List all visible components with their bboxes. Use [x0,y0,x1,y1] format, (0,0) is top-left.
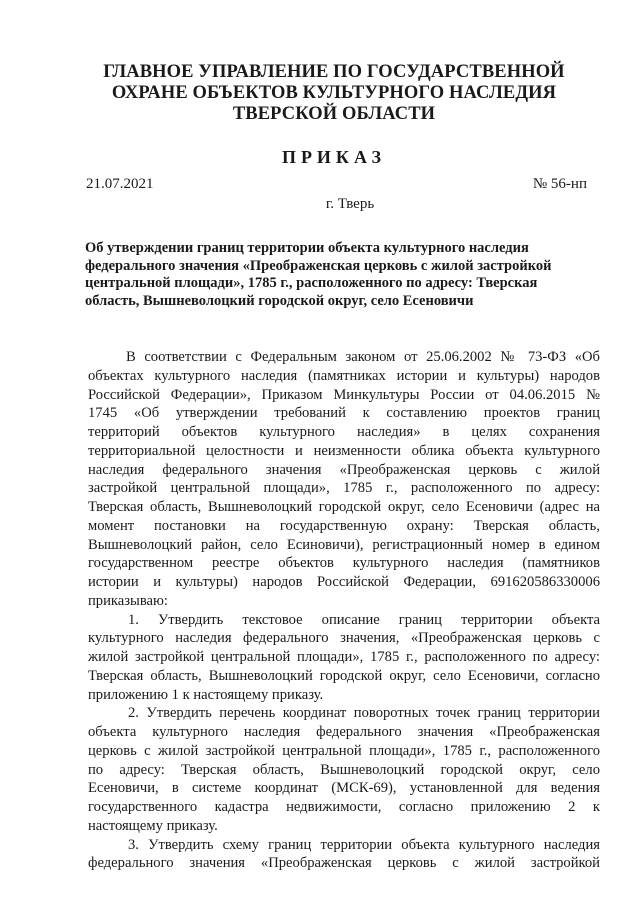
preamble-line: Российской Федерации», Приказом Минкультуры России от 04.06.2015 № [88,386,600,403]
item-3-line: 3. Утвердить схему границ территории объекта культурного наследия [128,836,600,853]
order-date: 21.07.2021 [86,176,154,192]
agency-header-line: ОХРАНЕ ОБЪЕКТОВ КУЛЬТУРНОГО НАСЛЕДИЯ [111,83,557,103]
item-1-line: Тверская область, Вышневолоцкий городской округ, село Есеновичи, согласно [88,667,600,684]
subject-line: область, Вышневолоцкий городской округ, село Есеновичи [85,292,474,309]
order-number: № 56-нп [532,176,587,192]
preamble-line: В соответствии с Федеральным законом от 25.06.2002 № 73-ФЗ «Об [126,349,600,365]
item-2-line: Есеновичи, в системе координат (МСК-69), установленной для ведения [88,780,600,797]
preamble-line: государственном реестре объектов культурного наследия (памятников [88,555,600,572]
item-1-line: 1. Утвердить текстовое описание границ территории объекта [128,611,600,628]
item-2-line: настоящему приказу. [88,817,218,834]
item-2-line: государственного кадастра недвижимости, согласно приложению 2 к [88,799,600,815]
preamble-line: момент постановки на государственную охрану: Тверская область, [88,517,600,534]
subject-line: центральной площади», 1785 г., расположенного по адресу: Тверская [85,275,538,291]
preamble-line: истории и культуры) народов Российской Федерации, 691620586330006 [88,574,600,590]
item-2-line: по адресу: Тверская область, Вышневолоцкий городской округ, село [88,761,600,778]
subject-line: федерального значения «Преображенская церковь с жилой застройкой [85,257,552,274]
order-title: ПРИКАЗ [281,147,387,167]
preamble-line: территориальной целостности и неизменности облика объекта культурного [88,442,600,459]
item-1-line: жилой застройкой центральной площади», 1785 г., расположенного по адресу: [88,649,600,665]
preamble-line: Тверская область, Вышневолоцкий городской округ, село Есеновичи (адрес на [88,499,600,515]
preamble-line: наследия федерального значения «Преображенская церковь с жилой [88,461,600,478]
order-city: г. Тверь [325,196,375,212]
agency-header-line: ТВЕРСКОЙ ОБЛАСТИ [232,104,436,124]
subject-line: Об утверждении границ территории объекта культурного наследия [85,240,529,256]
item-2-line: 2. Утвердить перечень координат поворотных точек границ территории [128,705,600,722]
agency-header [70,62,598,125]
preamble-line: территорий объектов культурного наследия» в целях сохранения [88,424,600,440]
item-3-line: федерального значения «Преображенская церковь с жилой застройкой [88,855,600,872]
preamble-line: Вышневолоцкий район, село Есиновичи), регистрационный номер в едином [88,536,600,553]
item-2-line: церковь с жилой застройкой центральной площади», 1785 г., расположенного [88,742,600,759]
preamble-line: объектах культурного наследия (памятниках истории и культуры) народов [88,367,600,384]
order-subject [85,240,585,310]
item-2-line: объекта культурного наследия федерального значения «Преображенская [88,724,600,740]
agency-header-line: ГЛАВНОЕ УПРАВЛЕНИЕ ПО ГОСУДАРСТВЕННОЙ [103,62,565,82]
preamble-line: застройкой центральной площади», 1785 г., расположенного по адресу: [88,480,600,497]
order-body [88,348,600,873]
item-1-line: приложению 1 к настоящему приказу. [88,686,324,703]
preamble-line: приказываю: [88,592,168,609]
preamble-line: 1745 «Об утверждении требований к составлению проектов границ [88,405,600,422]
item-1-line: культурного наследия федерального значения, «Преображенская церковь с [88,630,600,647]
